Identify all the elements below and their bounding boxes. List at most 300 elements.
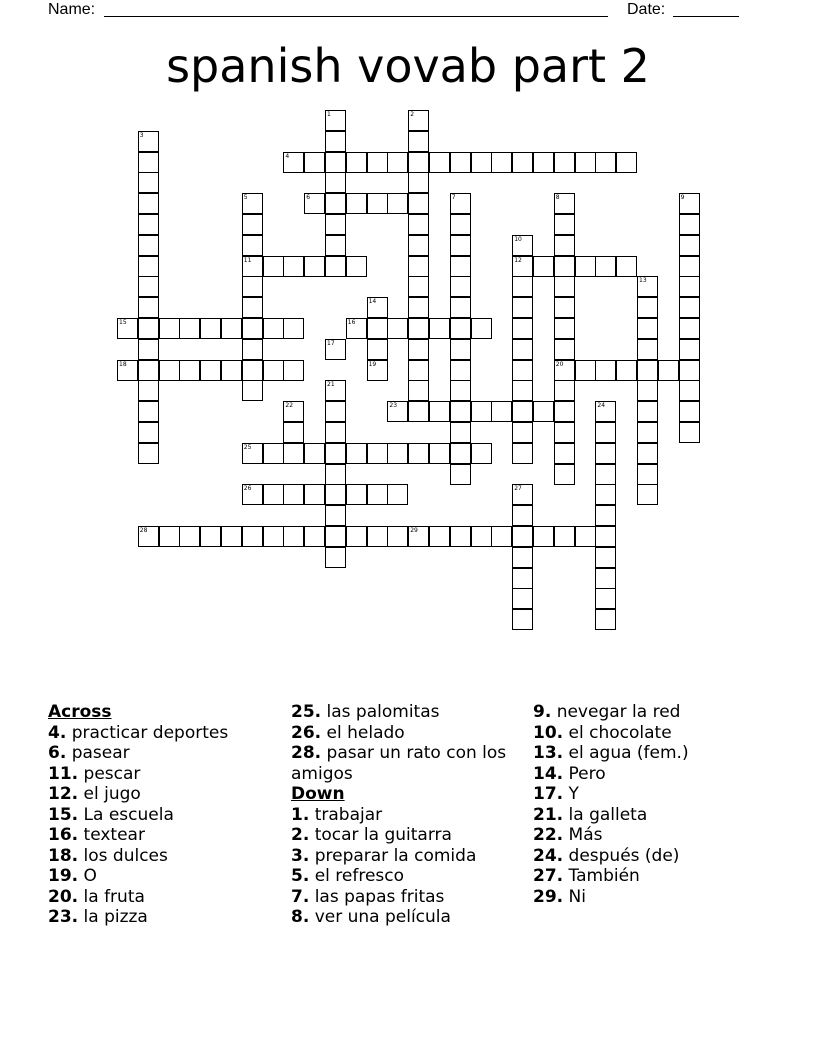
crossword-cell[interactable] <box>221 526 242 547</box>
crossword-cell[interactable] <box>679 318 700 339</box>
crossword-cell[interactable] <box>408 152 429 173</box>
crossword-cell[interactable] <box>304 526 325 547</box>
crossword-cell[interactable] <box>221 318 242 339</box>
clue-item-text: pasear <box>66 743 130 763</box>
clue-item <box>48 866 288 887</box>
crossword-cell[interactable] <box>450 276 471 297</box>
crossword-cell[interactable] <box>450 443 471 464</box>
crossword-cell[interactable] <box>200 360 221 381</box>
crossword-cell[interactable] <box>450 235 471 256</box>
crossword-cell[interactable] <box>138 380 159 401</box>
crossword-cell[interactable] <box>471 443 492 464</box>
crossword-cell[interactable] <box>159 526 180 547</box>
crossword-cell[interactable] <box>512 505 533 526</box>
clue-item-number: 12. <box>48 784 79 804</box>
crossword-cell[interactable] <box>304 484 325 505</box>
crossword-cell[interactable] <box>325 110 346 131</box>
crossword-cell[interactable] <box>616 360 637 381</box>
clue-item-number: 7. <box>291 886 310 907</box>
crossword-cell[interactable] <box>575 152 596 173</box>
clue-item-text: tocar la guitarra <box>309 825 452 845</box>
crossword-cell[interactable] <box>554 464 575 485</box>
crossword-cell[interactable] <box>304 152 325 173</box>
crossword-cell[interactable] <box>263 318 284 339</box>
crossword-cell[interactable] <box>242 443 263 464</box>
crossword-cell[interactable] <box>429 443 450 464</box>
crossword-cell[interactable] <box>637 422 658 443</box>
crossword-cell[interactable] <box>512 443 533 464</box>
clue-item-text: La escuela <box>78 804 174 825</box>
crossword-cell[interactable] <box>325 526 346 547</box>
crossword-cell[interactable] <box>346 256 367 277</box>
crossword-cell[interactable] <box>554 193 575 214</box>
crossword-cell[interactable] <box>595 588 616 609</box>
crossword-cell[interactable] <box>138 401 159 422</box>
clue-number-label: 20 <box>555 360 564 368</box>
clue-item <box>291 887 523 908</box>
clue-item-number: 29. <box>533 886 564 907</box>
crossword-cell[interactable] <box>346 443 367 464</box>
crossword-cell[interactable] <box>595 484 616 505</box>
crossword-cell[interactable] <box>367 318 388 339</box>
crossword-cell[interactable] <box>679 276 700 297</box>
clue-number-label: 15 <box>119 319 127 326</box>
crossword-cell[interactable] <box>138 443 159 464</box>
crossword-cell[interactable] <box>263 360 284 381</box>
crossword-cell[interactable] <box>138 526 159 547</box>
clue-number-label: 17 <box>327 339 335 347</box>
crossword-cell[interactable] <box>450 193 471 214</box>
crossword-cell[interactable] <box>512 380 533 401</box>
clue-item <box>291 805 523 826</box>
clue-item-text: Más <box>563 825 603 845</box>
crossword-cell[interactable] <box>679 380 700 401</box>
clue-number-label: 9 <box>680 194 685 202</box>
clue-number-label: 1 <box>327 111 331 118</box>
crossword-cell[interactable] <box>491 152 512 173</box>
crossword-cell[interactable] <box>512 276 533 297</box>
crossword-cell[interactable] <box>138 297 159 318</box>
crossword-cell[interactable] <box>658 360 679 381</box>
crossword-cell[interactable] <box>554 276 575 297</box>
crossword-cell[interactable] <box>450 214 471 235</box>
clue-item-number: 8. <box>291 907 310 927</box>
crossword-cell[interactable] <box>138 152 159 173</box>
crossword-cell[interactable] <box>408 360 429 381</box>
crossword-cell[interactable] <box>138 214 159 235</box>
crossword-cell[interactable] <box>304 256 325 277</box>
crossword-cell[interactable] <box>595 422 616 443</box>
crossword-cell[interactable] <box>325 380 346 401</box>
crossword-cell[interactable] <box>637 443 658 464</box>
crossword-cell[interactable] <box>450 422 471 443</box>
crossword-cell[interactable] <box>263 484 284 505</box>
crossword-cell[interactable] <box>533 152 554 173</box>
crossword-cell[interactable] <box>304 193 325 214</box>
crossword-cell[interactable] <box>117 360 138 381</box>
crossword-cell[interactable] <box>138 256 159 277</box>
clue-item <box>291 702 523 723</box>
crossword-cell[interactable] <box>595 152 616 173</box>
crossword-cell[interactable] <box>367 193 388 214</box>
crossword-cell[interactable] <box>512 256 533 277</box>
clue-number-label: 11 <box>243 256 252 264</box>
crossword-cell[interactable] <box>408 193 429 214</box>
crossword-cell[interactable] <box>554 235 575 256</box>
crossword-cell[interactable] <box>595 360 616 381</box>
clue-item-text: la galleta <box>563 804 648 825</box>
clue-number-label: 18 <box>119 360 127 368</box>
crossword-cell[interactable] <box>429 526 450 547</box>
crossword-cell[interactable] <box>575 360 596 381</box>
crossword-cell[interactable] <box>595 547 616 568</box>
crossword-cell[interactable] <box>242 380 263 401</box>
crossword-cell[interactable] <box>283 443 304 464</box>
crossword-cell[interactable] <box>637 276 658 297</box>
crossword-cell[interactable] <box>471 152 492 173</box>
clue-item-number: 21. <box>533 804 564 825</box>
crossword-cell[interactable] <box>450 360 471 381</box>
crossword-cell[interactable] <box>138 235 159 256</box>
crossword-cell[interactable] <box>679 235 700 256</box>
crossword-cell[interactable] <box>408 276 429 297</box>
clue-number-label: 27 <box>514 485 522 493</box>
crossword-cell[interactable] <box>408 318 429 339</box>
crossword-cell[interactable] <box>512 318 533 339</box>
crossword-cell[interactable] <box>679 256 700 277</box>
crossword-cell[interactable] <box>325 443 346 464</box>
crossword-cell[interactable] <box>408 214 429 235</box>
crossword-cell[interactable] <box>408 339 429 360</box>
clue-column-2 <box>291 702 523 928</box>
crossword-cell[interactable] <box>679 422 700 443</box>
crossword-cell[interactable] <box>450 339 471 360</box>
crossword-cell[interactable] <box>679 339 700 360</box>
crossword-cell[interactable] <box>450 380 471 401</box>
crossword-cell[interactable] <box>471 318 492 339</box>
crossword-cell[interactable] <box>471 401 492 422</box>
crossword-cell[interactable] <box>325 152 346 173</box>
crossword-cell[interactable] <box>283 256 304 277</box>
clue-number-label: 4 <box>285 152 290 160</box>
clue-number-label: 3 <box>139 131 144 139</box>
crossword-cell[interactable] <box>387 152 408 173</box>
clue-number-label: 28 <box>139 527 148 534</box>
crossword-cell[interactable] <box>283 484 304 505</box>
crossword-cell[interactable] <box>325 401 346 422</box>
clue-item <box>533 743 773 764</box>
clue-section-heading: Down <box>291 784 345 804</box>
crossword-cell[interactable] <box>242 193 263 214</box>
crossword-cell[interactable] <box>138 131 159 152</box>
crossword-cell[interactable] <box>637 484 658 505</box>
crossword-cell[interactable] <box>387 526 408 547</box>
crossword-cell[interactable] <box>408 235 429 256</box>
clue-item <box>291 846 523 867</box>
clue-item-text: el agua (fem.) <box>563 743 689 763</box>
crossword-cell[interactable] <box>512 339 533 360</box>
crossword-cell[interactable] <box>283 526 304 547</box>
crossword-cell[interactable] <box>325 214 346 235</box>
crossword-cell[interactable] <box>533 526 554 547</box>
clue-item-number: 19. <box>48 866 79 886</box>
crossword-cell[interactable] <box>554 256 575 277</box>
crossword-cell[interactable] <box>616 256 637 277</box>
crossword-cell[interactable] <box>408 297 429 318</box>
crossword-cell[interactable] <box>533 401 554 422</box>
crossword-cell[interactable] <box>325 547 346 568</box>
clue-item <box>533 784 773 805</box>
crossword-cell[interactable] <box>512 568 533 589</box>
crossword-cell[interactable] <box>595 568 616 589</box>
clue-item-number: 25. <box>291 702 322 722</box>
crossword-cell[interactable] <box>491 526 512 547</box>
crossword-cell[interactable] <box>387 401 408 422</box>
crossword-cell[interactable] <box>595 443 616 464</box>
crossword-cell[interactable] <box>325 464 346 485</box>
crossword-cell[interactable] <box>512 547 533 568</box>
clue-number-label: 13 <box>639 277 647 285</box>
crossword-cell[interactable] <box>304 443 325 464</box>
crossword-cell[interactable] <box>679 360 700 381</box>
clue-number-label: 24 <box>597 402 606 410</box>
crossword-cell[interactable] <box>138 276 159 297</box>
crossword-cell[interactable] <box>242 256 263 277</box>
clue-item-number: 10. <box>533 722 564 743</box>
crossword-cell[interactable] <box>325 484 346 505</box>
crossword-cell[interactable] <box>408 380 429 401</box>
crossword-cell[interactable] <box>346 484 367 505</box>
crossword-cell[interactable] <box>512 609 533 630</box>
crossword-cell[interactable] <box>450 318 471 339</box>
crossword-cell[interactable] <box>346 526 367 547</box>
crossword-cell[interactable] <box>512 588 533 609</box>
clue-item-text: O <box>78 866 97 886</box>
crossword-cell[interactable] <box>138 318 159 339</box>
crossword-cell[interactable] <box>554 401 575 422</box>
crossword-cell[interactable] <box>450 464 471 485</box>
crossword-cell[interactable] <box>471 526 492 547</box>
clue-number-label: 21 <box>327 381 335 389</box>
crossword-cell[interactable] <box>554 443 575 464</box>
crossword-cell[interactable] <box>575 526 596 547</box>
clue-item-number: 18. <box>48 845 79 866</box>
crossword-cell[interactable] <box>242 276 263 297</box>
clue-item-number: 14. <box>533 763 564 784</box>
clue-item <box>48 825 288 846</box>
crossword-cell[interactable] <box>367 360 388 381</box>
crossword-cell[interactable] <box>367 526 388 547</box>
crossword-cell[interactable] <box>554 297 575 318</box>
crossword-cell[interactable] <box>325 235 346 256</box>
clue-section-heading: Across <box>48 702 112 722</box>
clue-item-text: Ni <box>563 886 586 907</box>
crossword-cell[interactable] <box>283 401 304 422</box>
clue-item-text: pasar un rato con los amigos <box>291 743 507 784</box>
crossword-cell[interactable] <box>408 401 429 422</box>
crossword-cell[interactable] <box>512 484 533 505</box>
crossword-cell[interactable] <box>325 339 346 360</box>
crossword-cell[interactable] <box>554 360 575 381</box>
crossword-cell[interactable] <box>512 235 533 256</box>
crossword-cell[interactable] <box>387 193 408 214</box>
clue-item-text: el chocolate <box>563 722 672 743</box>
crossword-cell[interactable] <box>283 422 304 443</box>
crossword-cell[interactable] <box>595 505 616 526</box>
crossword-cell[interactable] <box>450 152 471 173</box>
clue-item-number: 28. <box>291 743 322 763</box>
crossword-cell[interactable] <box>575 256 596 277</box>
crossword-cell[interactable] <box>554 152 575 173</box>
crossword-cell[interactable] <box>242 360 263 381</box>
clue-item-number: 4. <box>48 722 67 743</box>
crossword-cell[interactable] <box>367 339 388 360</box>
clue-item-number: 6. <box>48 743 67 763</box>
clue-number-label: 14 <box>368 298 377 306</box>
crossword-cell[interactable] <box>595 526 616 547</box>
crossword-cell[interactable] <box>450 526 471 547</box>
crossword-cell[interactable] <box>637 360 658 381</box>
crossword-cell[interactable] <box>346 318 367 339</box>
crossword-cell[interactable] <box>367 484 388 505</box>
crossword-cell[interactable] <box>554 526 575 547</box>
clue-item-number: 17. <box>533 784 564 804</box>
crossword-cell[interactable] <box>138 360 159 381</box>
crossword-cell[interactable] <box>679 214 700 235</box>
crossword-cell[interactable] <box>533 256 554 277</box>
crossword-cell[interactable] <box>637 380 658 401</box>
crossword-cell[interactable] <box>325 172 346 193</box>
crossword-cell[interactable] <box>242 235 263 256</box>
crossword-cell[interactable] <box>263 526 284 547</box>
clue-item <box>48 723 288 744</box>
crossword-cell[interactable] <box>325 193 346 214</box>
crossword-cell[interactable] <box>242 318 263 339</box>
crossword-cell[interactable] <box>387 318 408 339</box>
clue-item-text: el helado <box>321 722 405 743</box>
clue-item-number: 16. <box>48 825 79 845</box>
crossword-cell[interactable] <box>595 464 616 485</box>
crossword-cell[interactable] <box>512 360 533 381</box>
crossword-cell[interactable] <box>512 401 533 422</box>
crossword-cell[interactable] <box>554 214 575 235</box>
crossword-cell[interactable] <box>325 422 346 443</box>
crossword-cell[interactable] <box>512 152 533 173</box>
crossword-cell[interactable] <box>408 443 429 464</box>
crossword-cell[interactable] <box>408 131 429 152</box>
crossword-cell[interactable] <box>200 526 221 547</box>
crossword-cell[interactable] <box>138 339 159 360</box>
crossword-cell[interactable] <box>367 443 388 464</box>
crossword-cell[interactable] <box>450 401 471 422</box>
crossword-cell[interactable] <box>346 152 367 173</box>
clue-column-1 <box>48 702 288 928</box>
clue-item <box>533 805 773 826</box>
crossword-cell[interactable] <box>159 360 180 381</box>
crossword-cell[interactable] <box>408 256 429 277</box>
crossword-cell[interactable] <box>595 401 616 422</box>
clue-item-text: preparar la comida <box>309 845 477 866</box>
crossword-cell[interactable] <box>387 484 408 505</box>
clue-item <box>291 825 523 846</box>
crossword-cell[interactable] <box>595 256 616 277</box>
crossword-cell[interactable] <box>200 318 221 339</box>
crossword-cell[interactable] <box>429 152 450 173</box>
crossword-cell[interactable] <box>179 526 200 547</box>
crossword-cell[interactable] <box>159 318 180 339</box>
crossword-cell[interactable] <box>637 339 658 360</box>
crossword-cell[interactable] <box>325 131 346 152</box>
crossword-cell[interactable] <box>450 297 471 318</box>
crossword-cell[interactable] <box>554 339 575 360</box>
crossword-cell[interactable] <box>283 360 304 381</box>
crossword-cell[interactable] <box>242 339 263 360</box>
clue-item <box>48 887 288 908</box>
crossword-cell[interactable] <box>283 318 304 339</box>
crossword-cell[interactable] <box>637 464 658 485</box>
crossword-cell[interactable] <box>367 297 388 318</box>
crossword-cell[interactable] <box>138 193 159 214</box>
crossword-cell[interactable] <box>242 297 263 318</box>
crossword-cell[interactable] <box>221 360 242 381</box>
crossword-cell[interactable] <box>616 152 637 173</box>
clue-item-text: También <box>563 866 640 886</box>
clue-item <box>48 805 288 826</box>
crossword-cell[interactable] <box>283 152 304 173</box>
clue-item-text: las palomitas <box>321 702 440 722</box>
crossword-cell[interactable] <box>679 297 700 318</box>
clue-item-number: 22. <box>533 825 564 845</box>
crossword-cell[interactable] <box>242 526 263 547</box>
crossword-cell[interactable] <box>325 505 346 526</box>
crossword-cell[interactable] <box>429 401 450 422</box>
crossword-cell[interactable] <box>138 172 159 193</box>
crossword-cell[interactable] <box>554 318 575 339</box>
crossword-cell[interactable] <box>450 256 471 277</box>
crossword-cell[interactable] <box>554 422 575 443</box>
crossword-cell[interactable] <box>346 193 367 214</box>
crossword-cell[interactable] <box>637 297 658 318</box>
crossword-cell[interactable] <box>595 609 616 630</box>
crossword-cell[interactable] <box>138 422 159 443</box>
crossword-cell[interactable] <box>637 401 658 422</box>
crossword-cell[interactable] <box>242 214 263 235</box>
crossword-cell[interactable] <box>263 443 284 464</box>
crossword-cell[interactable] <box>512 526 533 547</box>
crossword-cell[interactable] <box>325 256 346 277</box>
crossword-cell[interactable] <box>679 193 700 214</box>
crossword-cell[interactable] <box>408 526 429 547</box>
clue-item-number: 1. <box>291 804 310 825</box>
crossword-cell[interactable] <box>512 422 533 443</box>
crossword-cell[interactable] <box>512 297 533 318</box>
crossword-cell[interactable] <box>117 318 138 339</box>
crossword-cell[interactable] <box>679 401 700 422</box>
clue-item-text: nevegar la red <box>551 702 681 722</box>
crossword-cell[interactable] <box>554 380 575 401</box>
crossword-cell[interactable] <box>367 152 388 173</box>
crossword-cell[interactable] <box>637 318 658 339</box>
crossword-cell[interactable] <box>491 401 512 422</box>
crossword-cell[interactable] <box>408 110 429 131</box>
crossword-cell[interactable] <box>387 443 408 464</box>
crossword-cell[interactable] <box>408 172 429 193</box>
crossword-cell[interactable] <box>263 256 284 277</box>
crossword-cell[interactable] <box>429 318 450 339</box>
crossword-cell[interactable] <box>179 318 200 339</box>
crossword-cell[interactable] <box>179 360 200 381</box>
crossword-cell[interactable] <box>242 484 263 505</box>
